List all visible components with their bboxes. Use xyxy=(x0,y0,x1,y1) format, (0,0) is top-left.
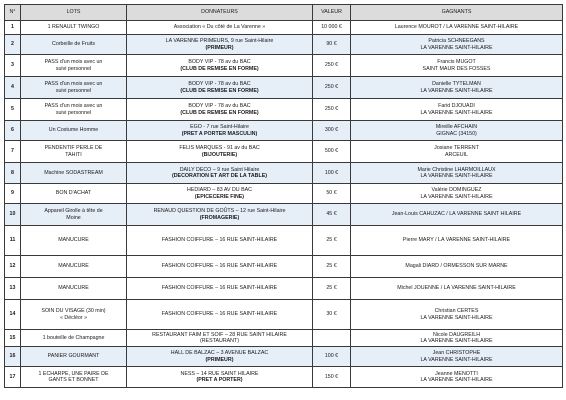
don-line: FASHION COIFFURE – 16 RUE SAINT-HILAIRE xyxy=(161,311,278,318)
donateur-cell xyxy=(127,226,313,256)
donateur-cell xyxy=(127,121,313,141)
donateur-cell xyxy=(127,278,313,300)
lot-line: GANTS ET BONNET xyxy=(48,377,99,383)
don_bold-line: (BIJOUTERIE) xyxy=(201,151,238,158)
gagnant-cell xyxy=(351,35,563,55)
gagnant-cell xyxy=(351,347,563,367)
lot-line: suivi personnel xyxy=(55,65,92,72)
gag-line: Marie Christine LHARMOILLAUX xyxy=(417,166,496,173)
valeur-cell: 100 € xyxy=(313,163,351,184)
gag-line: Patricia SCHNEEGANS xyxy=(428,38,485,45)
lot-line: « Décléor » xyxy=(59,314,88,321)
lot-line: MANUCURE xyxy=(58,263,89,270)
donateur-cell xyxy=(127,141,313,163)
gagnant-cell xyxy=(351,163,563,184)
lot-cell xyxy=(21,121,127,141)
don-line: FELIS MARQUES - 91 av du BAC xyxy=(179,145,260,152)
valeur-cell: 25 € xyxy=(313,256,351,278)
valeur-cell: 250 € xyxy=(313,77,351,99)
header-lots: LOTS xyxy=(21,5,127,21)
row-number: 17 xyxy=(5,367,21,388)
donateur-cell xyxy=(127,35,313,55)
donateur-cell xyxy=(127,21,313,35)
gag-line: LA VARENNE SAINT-HILAIRE xyxy=(420,87,493,94)
lot-cell xyxy=(21,21,127,35)
don-line: NESS – 14 RUE SAINT HILAIRE xyxy=(180,370,259,377)
lot-cell xyxy=(21,35,127,55)
gag-line: Michel JOUENNE / LA VARENNE SAINT-HILAIRE xyxy=(397,285,516,292)
valeur-cell: 500 € xyxy=(313,141,351,163)
lot-cell xyxy=(21,330,127,347)
row-number: 5 xyxy=(5,99,21,121)
gagnant-cell xyxy=(351,256,563,278)
row-number: 10 xyxy=(5,204,21,226)
valeur-cell: 50 € xyxy=(313,184,351,204)
lots-table-body xyxy=(5,21,563,388)
gag-line: Francis MUGOT xyxy=(437,59,476,66)
gag-line: LA VARENNE SAINT-HILAIRE xyxy=(420,338,493,344)
don_bold-line: (CLUB DE REMISE EN FORME) xyxy=(180,65,259,72)
lot-cell xyxy=(21,226,127,256)
don-line: HALL DE BALZAC – 3 AVENUE BALZAC xyxy=(170,350,269,357)
lot-line: MANUCURE xyxy=(58,285,89,292)
table-row xyxy=(5,121,563,141)
don-line: EGO - 7 rue Saint-Hilaire xyxy=(190,124,249,131)
table-row xyxy=(5,77,563,99)
don-line: Association « Du côté de La Varenne » xyxy=(173,24,266,31)
don_bold-line: (PRET A PORTER MASCULIN) xyxy=(181,130,258,137)
lot-line: PASS d'un mois avec un xyxy=(44,59,103,66)
gagnant-cell xyxy=(351,121,563,141)
gagnant-cell xyxy=(351,278,563,300)
don_bold-line: (PRIMEUR) xyxy=(205,356,234,363)
don-line: RENAUD QUESTION DE GOÛTS – 12 rue Saint-Hilaire xyxy=(153,208,286,215)
valeur-cell: 25 € xyxy=(313,226,351,256)
valeur-cell: 250 € xyxy=(313,99,351,121)
gag-line: Jeanne MENOTTI xyxy=(435,370,478,377)
lot-line: PASS d'un mois avec un xyxy=(44,103,103,110)
table-row xyxy=(5,55,563,77)
gag-line: Mireille AFCHAIN xyxy=(435,124,478,131)
valeur-cell: 100 € xyxy=(313,347,351,367)
lot-line: BON D'ACHAT xyxy=(55,190,92,197)
gag-line: LA VARENNE SAINT-HILAIRE xyxy=(420,193,493,200)
don-line: FASHION COIFFURE – 16 RUE SAINT-HILAIRE xyxy=(161,285,278,292)
lots-table xyxy=(4,4,563,388)
row-number: 15 xyxy=(5,330,21,347)
lot-line: SOIN DU VISAGE (30 min) xyxy=(41,308,106,315)
table-row xyxy=(5,278,563,300)
valeur-cell: 30 € xyxy=(313,300,351,330)
table-row xyxy=(5,141,563,163)
row-number: 2 xyxy=(5,35,21,55)
gag-line: GIGNAC (34150) xyxy=(436,130,477,137)
lot-cell xyxy=(21,55,127,77)
gag-line: Josiane TERRENT xyxy=(434,145,479,152)
table-row xyxy=(5,330,563,347)
gag-line: Danielle TYTELMAN xyxy=(432,81,481,88)
don_bold-line: (CLUB DE REMISE EN FORME) xyxy=(180,109,259,116)
lot-line: 1 bouteille de Champagne xyxy=(42,334,105,341)
lot-cell xyxy=(21,204,127,226)
table-row xyxy=(5,204,563,226)
row-number: 1 xyxy=(5,21,21,35)
donateur-cell xyxy=(127,77,313,99)
gagnant-cell xyxy=(351,21,563,35)
gagnant-cell xyxy=(351,77,563,99)
lot-line: Un Costume Homme xyxy=(48,127,99,134)
gag-line: LA VARENNE SAINT-HILAIRE xyxy=(420,377,493,383)
row-number: 14 xyxy=(5,300,21,330)
header-gagnants: GAGNANTS xyxy=(351,5,563,21)
row-number: 13 xyxy=(5,278,21,300)
valeur-cell: 10 000 € xyxy=(313,21,351,35)
donateur-cell xyxy=(127,256,313,278)
gag-line: SAINT MAUR DES FOSSES xyxy=(422,65,491,72)
gag-line: Magali DIARD / ORMESSON SUR MARNE xyxy=(405,263,508,270)
donateur-cell xyxy=(127,330,313,347)
lot-line: suivi personnel xyxy=(55,109,92,116)
lot-line: PANIER GOURMANT xyxy=(47,353,100,360)
don-line: HEDIARD – 83 AV DU BAC xyxy=(187,187,252,194)
table-row xyxy=(5,21,563,35)
valeur-cell: 25 € xyxy=(313,278,351,300)
lot-cell xyxy=(21,163,127,184)
gagnant-cell xyxy=(351,184,563,204)
gagnant-cell xyxy=(351,141,563,163)
valeur-cell xyxy=(313,330,351,347)
header-donateurs: DONNATEURS xyxy=(127,5,313,21)
donateur-cell xyxy=(127,300,313,330)
table-row xyxy=(5,256,563,278)
lot-cell xyxy=(21,278,127,300)
gagnant-cell xyxy=(351,226,563,256)
gagnant-cell xyxy=(351,99,563,121)
gag-line: Jean-Louis CAHUZAC / LA VARENNE SAINT HILAIRE xyxy=(391,211,522,218)
gag-line: Farid DJOUADI xyxy=(438,103,475,110)
gagnant-cell xyxy=(351,55,563,77)
don-line: BODY VIP - 78 av du BAC xyxy=(188,59,251,66)
don_bold-line: (DECORATION ET ART DE LA TABLE) xyxy=(171,173,268,179)
lot-cell xyxy=(21,141,127,163)
gag-line: Pierre MARY / LA VARENNE SAINT-HILAIRE xyxy=(402,237,511,244)
table-header-row xyxy=(5,5,563,21)
don-line: DAILY DECO – 9 rue Saint Hilaire xyxy=(179,166,260,173)
header-valeur: VALEUR xyxy=(313,5,351,21)
row-number: 16 xyxy=(5,347,21,367)
don-line: BODY VIP - 78 av du BAC xyxy=(188,81,251,88)
valeur-cell: 45 € xyxy=(313,204,351,226)
gagnant-cell xyxy=(351,330,563,347)
don_bold-line: (EPICECERIE FINE) xyxy=(194,193,245,200)
gag-line: Valérie DOMINGUEZ xyxy=(431,187,482,194)
row-number: 6 xyxy=(5,121,21,141)
valeur-cell: 300 € xyxy=(313,121,351,141)
row-number: 4 xyxy=(5,77,21,99)
lot-cell xyxy=(21,184,127,204)
gag-line: Jean CHRISTOPHE xyxy=(432,350,481,357)
lot-line: 1 ECHARPE, UNE PAIRE DE xyxy=(38,370,109,377)
lot-line: PENDENTIF PERLE DE xyxy=(44,145,103,152)
lot-line: MANUCURE xyxy=(58,237,89,244)
donateur-cell xyxy=(127,99,313,121)
lot-cell xyxy=(21,300,127,330)
gag-line: LA VARENNE SAINT-HILAIRE xyxy=(420,109,493,116)
table-row xyxy=(5,99,563,121)
valeur-cell: 150 € xyxy=(313,367,351,388)
table-row xyxy=(5,163,563,184)
don_bold-line: (PRIMEUR) xyxy=(205,44,234,51)
table-row xyxy=(5,184,563,204)
lot-cell xyxy=(21,256,127,278)
lot-line: TAHITI xyxy=(65,151,82,158)
row-number: 3 xyxy=(5,55,21,77)
donateur-cell xyxy=(127,347,313,367)
lot-cell xyxy=(21,99,127,121)
donateur-cell xyxy=(127,163,313,184)
lot-cell xyxy=(21,367,127,388)
lot-line: Machine SODASTREAM xyxy=(44,169,103,176)
don-line: LA VARENNE PRIMEURS, 9 rue Saint-Hilaire xyxy=(165,38,274,45)
don-line: FASHION COIFFURE – 16 RUE SAINT-HILAIRE xyxy=(161,263,278,270)
don_bold-line: (CLUB DE REMISE EN FORME) xyxy=(180,87,259,94)
table-row xyxy=(5,35,563,55)
gag-line: Nicole DAUGREILH xyxy=(432,331,481,338)
gag-line: LA VARENNE SAINT-HILAIRE xyxy=(420,314,493,321)
lot-cell xyxy=(21,77,127,99)
valeur-cell: 250 € xyxy=(313,55,351,77)
gag-line: ARCEUIL xyxy=(445,151,468,158)
gagnant-cell xyxy=(351,367,563,388)
donateur-cell xyxy=(127,204,313,226)
gag-line: LA VARENNE SAINT-HILAIRE xyxy=(420,44,493,51)
row-number: 11 xyxy=(5,226,21,256)
row-number: 7 xyxy=(5,141,21,163)
donateur-cell xyxy=(127,367,313,388)
lot-line: Appareil Girolle à tête de xyxy=(44,208,103,215)
valeur-cell: 90 € xyxy=(313,35,351,55)
don-line: RESTAURANT FAIM ET SOIF – 28 RUE SAINT HILAIRE xyxy=(152,331,287,338)
table-row xyxy=(5,347,563,367)
row-number: 12 xyxy=(5,256,21,278)
don-line: FASHION COIFFURE – 16 RUE SAINT-HILAIRE xyxy=(161,237,278,244)
header-num: N° xyxy=(5,5,21,21)
don_bold-line: (PRET A PORTER) xyxy=(196,377,243,383)
donateur-cell xyxy=(127,55,313,77)
lot-line: suivi personnel xyxy=(55,87,92,94)
table-row xyxy=(5,367,563,388)
don-line: (RESTAURANT) xyxy=(199,338,240,344)
gag-line: Laurence MOUROT / LA VARENNE SAINT-HILAIRE xyxy=(394,24,519,31)
lot-line: Moine xyxy=(66,214,81,221)
lot-cell xyxy=(21,347,127,367)
lot-line: PASS d'un mois avec un xyxy=(44,81,103,88)
don-line: BODY VIP - 78 av du BAC xyxy=(188,103,251,110)
gag-line: LA VARENNE SAINT-HILAIRE xyxy=(420,356,493,363)
lot-line: Corbeille de Fruits xyxy=(52,41,95,48)
gag-line: LA VARENNE SAINT-HILAIRE xyxy=(420,173,493,179)
donateur-cell xyxy=(127,184,313,204)
gagnant-cell xyxy=(351,300,563,330)
table-row xyxy=(5,226,563,256)
lot-line: 1 RENAULT TWINGO xyxy=(47,24,100,31)
don_bold-line: (FROMAGERIE) xyxy=(199,214,240,221)
row-number: 9 xyxy=(5,184,21,204)
row-number: 8 xyxy=(5,163,21,184)
gag-line: Christian CERTES xyxy=(434,308,479,315)
gagnant-cell xyxy=(351,204,563,226)
table-row xyxy=(5,300,563,330)
